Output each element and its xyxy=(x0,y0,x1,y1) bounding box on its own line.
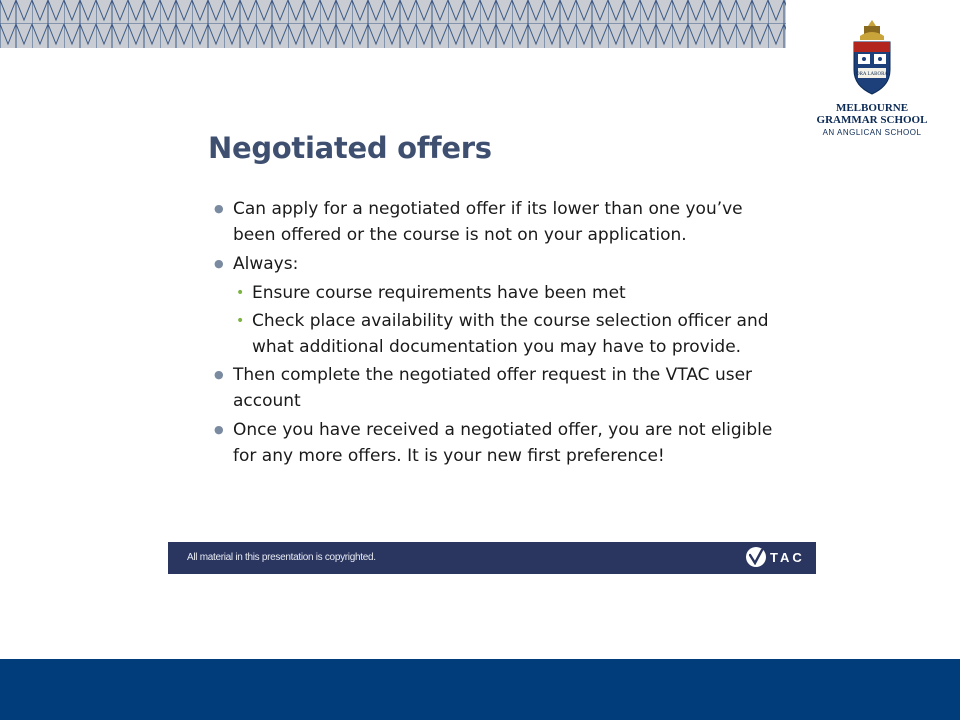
bullet-dot-icon: ● xyxy=(214,423,224,436)
bottom-band xyxy=(0,659,960,720)
sub-bullet-dot-icon: • xyxy=(236,313,245,329)
slide-footer-bar xyxy=(168,542,816,574)
logo-line-1: MELBOURNE xyxy=(835,102,909,114)
bullet-dot-icon: ● xyxy=(214,368,224,381)
crest-motto: ORA LABORA xyxy=(855,72,889,77)
vtac-check-icon xyxy=(749,549,763,565)
sub-bullet-text: Check place availability with the course selection officer and what additional documentation you may have to provide. xyxy=(252,311,769,357)
sub-bullet-item-1 xyxy=(208,280,778,306)
school-logo xyxy=(812,18,932,143)
school-crest-icon xyxy=(850,18,894,100)
slide-title: Negotiated offers xyxy=(208,131,492,165)
vtac-logo-text: TAC xyxy=(770,550,805,565)
bullet-item-4 xyxy=(208,417,778,469)
bullet-list xyxy=(208,196,778,472)
bullet-item-1 xyxy=(208,196,778,248)
bullet-item-2 xyxy=(208,251,778,277)
bullet-text: Can apply for a negotiated offer if its lower than one you’ve been offered or the course is not on your application. xyxy=(233,199,743,245)
top-pattern-band xyxy=(0,0,786,48)
vtac-logo xyxy=(746,547,806,569)
sub-bullet-item-2 xyxy=(208,308,778,360)
logo-line-3: AN ANGLICAN SCHOOL xyxy=(822,128,922,137)
bullet-text: Always: xyxy=(233,254,299,274)
bullet-dot-icon: ● xyxy=(214,202,224,215)
bullet-text: Then complete the negotiated offer request in the VTAC user account xyxy=(233,365,753,411)
vtac-circle-icon xyxy=(746,547,766,567)
logo-line-2: GRAMMAR SCHOOL xyxy=(816,114,928,126)
bullet-item-3 xyxy=(208,362,778,414)
sub-bullet-dot-icon: • xyxy=(236,285,245,301)
sub-bullet-text: Ensure course requirements have been met xyxy=(252,283,626,303)
bullet-text: Once you have received a negotiated offer, you are not eligible for any more offers. It is your new first preference! xyxy=(233,420,773,466)
chevron-pattern xyxy=(0,0,786,48)
bullet-dot-icon: ● xyxy=(214,257,224,270)
copyright-notice: All material in this presentation is copyrighted. xyxy=(187,552,376,563)
